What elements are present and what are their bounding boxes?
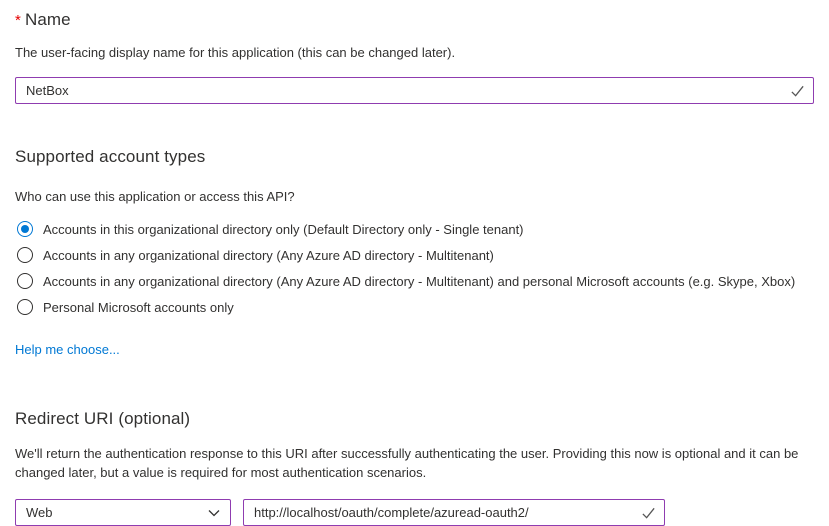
radio-option-label: Accounts in any organizational directory (Any Azure AD directory - Multitenant) [43,247,494,263]
radio-option-personal-only[interactable] [15,294,814,320]
radio-selected-icon [17,221,33,237]
account-types-section-title: Supported account types [15,147,206,166]
radio-option-multitenant-personal[interactable] [15,268,814,294]
redirect-uri-field-wrapper [243,499,665,526]
name-section-title-text: Name [24,10,71,29]
chevron-down-icon [207,506,221,520]
account-types-question: Who can use this application or access this API? [15,189,295,204]
radio-option-single-tenant[interactable] [15,216,814,242]
platform-select[interactable] [15,499,231,526]
app-name-field-wrapper [15,77,814,104]
radio-unselected-icon [17,247,33,263]
redirect-uri-input[interactable] [244,505,664,520]
redirect-uri-section-title: Redirect URI (optional) [15,409,191,428]
platform-select-value: Web [26,505,53,520]
account-types-radio-group [15,216,814,320]
help-me-choose-link[interactable]: Help me choose... [15,342,120,357]
radio-option-label: Accounts in any organizational directory (Any Azure AD directory - Multitenant) and personal Microsoft accounts (e.g. Skype, Xbox) [43,273,796,289]
app-name-input[interactable] [16,83,813,98]
radio-unselected-icon [17,299,33,315]
name-description: The user-facing display name for this application (this can be changed later). [15,45,456,60]
redirect-uri-row [15,499,814,526]
required-asterisk: * [15,12,21,29]
name-section-title [15,10,814,30]
radio-option-label: Accounts in this organizational directory only (Default Directory only - Single tenant) [43,221,524,237]
radio-option-label: Personal Microsoft accounts only [43,299,234,315]
radio-unselected-icon [17,273,33,289]
radio-option-multitenant[interactable] [15,242,814,268]
redirect-uri-description: We'll return the authentication response to this URI after successfully authenticating the user. Providing this now is optional and it can be changed later, but a value is required for most authentication scenarios. [15,446,799,480]
